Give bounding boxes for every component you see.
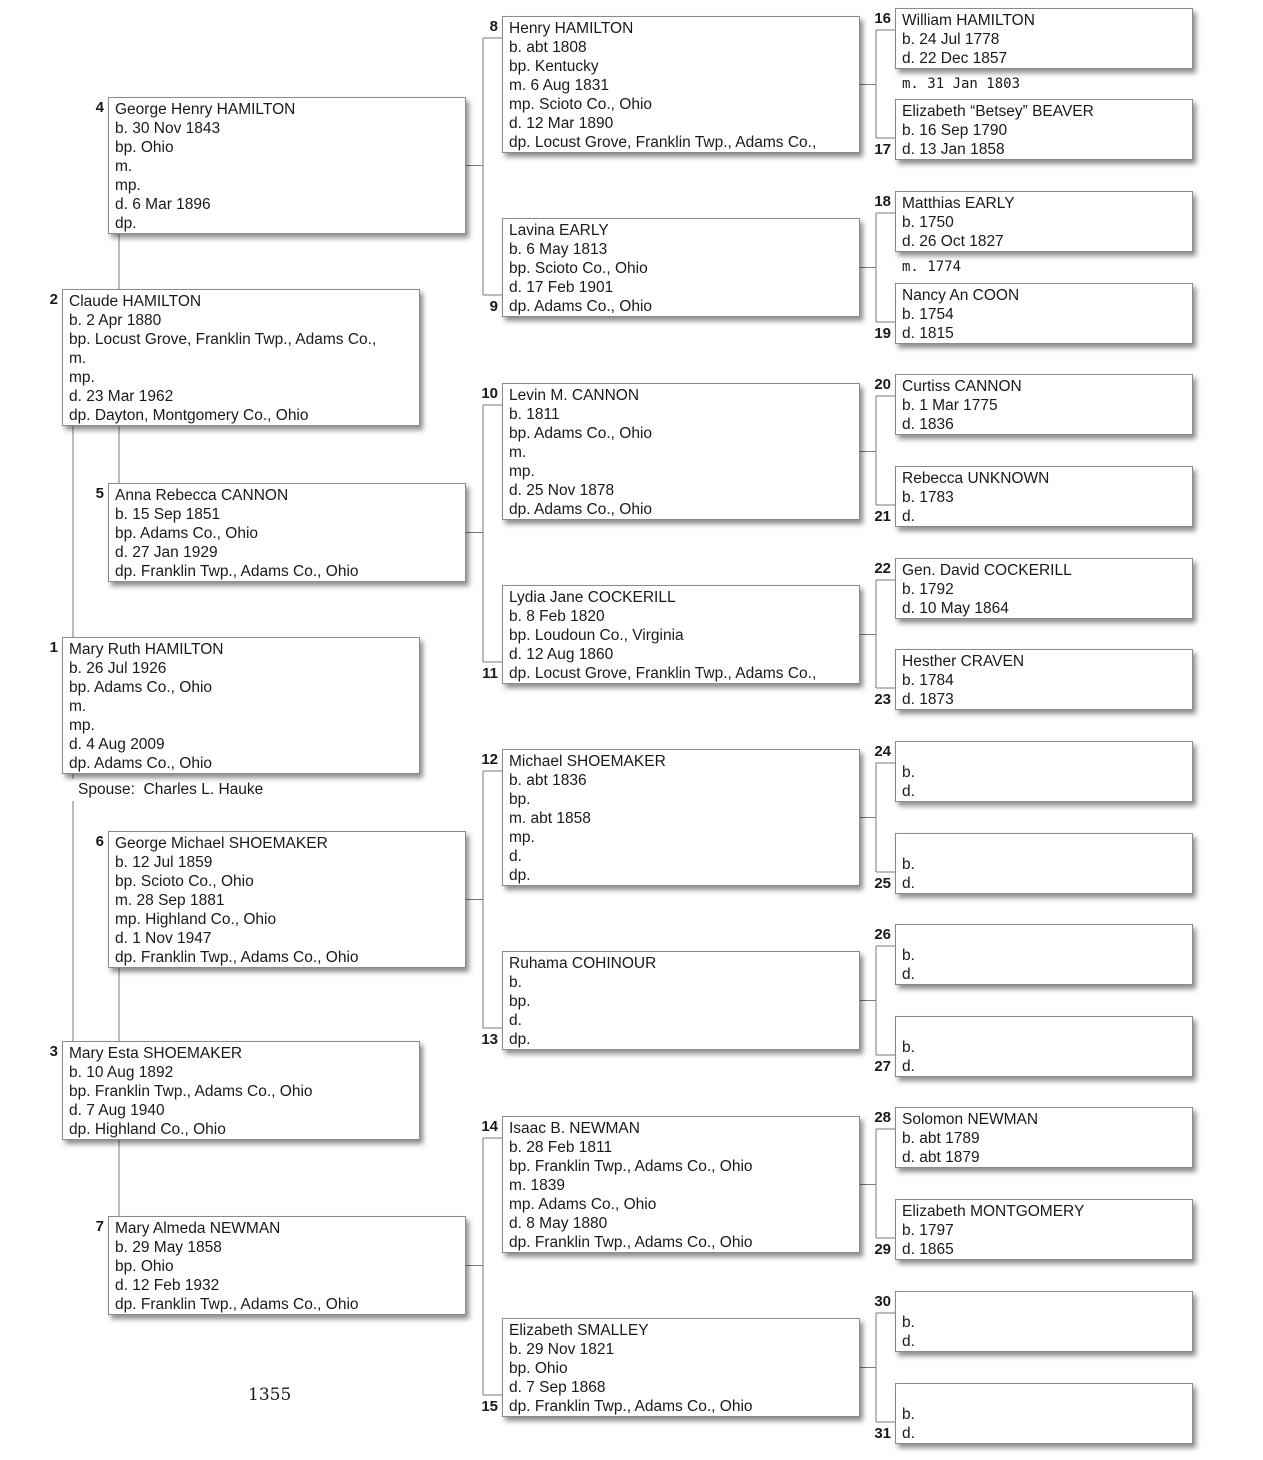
person-detail: b. (902, 947, 915, 964)
ancestor-number-4: 4 (95, 99, 104, 116)
person-detail: bp. Ohio (115, 139, 174, 156)
ancestor-number-5: 5 (95, 485, 104, 502)
person-detail: b. 26 Jul 1926 (69, 660, 167, 677)
person-detail: mp. (509, 463, 535, 480)
person-detail: bp. (509, 993, 531, 1010)
person-detail: d. (902, 1333, 915, 1350)
person-detail: mp. (69, 717, 95, 734)
person-detail: m. 6 Aug 1831 (509, 77, 609, 94)
person-name: Matthias EARLY (902, 195, 1015, 212)
person-detail: b. 28 Feb 1811 (509, 1139, 613, 1156)
person-box-13 (502, 951, 860, 1050)
person-detail: b. 29 Nov 1821 (509, 1341, 615, 1358)
person-name: George Michael SHOEMAKER (115, 835, 328, 852)
person-detail: bp. Adams Co., Ohio (115, 525, 259, 542)
ancestor-number-19: 19 (874, 325, 891, 342)
person-detail: d. (902, 1058, 915, 1075)
person-detail: d. 12 Feb 1932 (115, 1277, 220, 1294)
person-box-11 (502, 585, 860, 684)
person-detail: bp. Adams Co., Ohio (509, 425, 653, 442)
person-box-1 (62, 637, 420, 774)
person-box-24 (895, 741, 1193, 802)
ancestor-number-7: 7 (95, 1218, 104, 1235)
ancestor-number-20: 20 (874, 376, 891, 393)
person-detail: m. (69, 698, 87, 715)
person-detail: mp. Highland Co., Ohio (115, 911, 277, 928)
person-detail: d. (902, 966, 915, 983)
person-box-3 (62, 1041, 420, 1140)
person-detail: d. (902, 783, 915, 800)
person-box-7 (108, 1216, 466, 1315)
person-name: Claude HAMILTON (69, 293, 202, 310)
person-detail: mp. (115, 177, 141, 194)
person-box-4 (108, 97, 466, 234)
person-detail: d. 13 Jan 1858 (902, 141, 1005, 158)
person-detail: m. (509, 444, 527, 461)
person-box-14 (502, 1116, 860, 1253)
person-name: Isaac B. NEWMAN (509, 1120, 640, 1137)
person-detail: b. 6 May 1813 (509, 241, 608, 258)
person-detail: dp. Dayton, Montgomery Co., Ohio (69, 407, 309, 424)
person-detail: d. 6 Mar 1896 (115, 196, 211, 213)
ancestor-number-30: 30 (874, 1293, 891, 1310)
person-name: Elizabeth “Betsey” BEAVER (902, 103, 1094, 120)
person-box-25 (895, 833, 1193, 894)
person-box-22 (895, 558, 1193, 619)
person-box-16 (895, 8, 1193, 69)
person-detail: b. (902, 1314, 915, 1331)
person-name: Ruhama COHINOUR (509, 955, 657, 972)
person-box-18 (895, 191, 1193, 252)
ancestor-number-25: 25 (874, 875, 891, 892)
person-detail: dp. Locust Grove, Franklin Twp., Adams Co., (509, 665, 817, 682)
person-detail: b. 10 Aug 1892 (69, 1064, 174, 1081)
person-name: Elizabeth SMALLEY (509, 1322, 649, 1339)
person-detail: d. 27 Jan 1929 (115, 544, 218, 561)
person-detail: bp. Franklin Twp., Adams Co., Ohio (69, 1083, 313, 1100)
person-detail: b. (902, 856, 915, 873)
person-detail: b. 1 Mar 1775 (902, 397, 998, 414)
person-detail: b. 1783 (902, 489, 954, 506)
person-detail: bp. Kentucky (509, 58, 599, 75)
person-detail: b. (902, 764, 915, 781)
ancestor-number-12: 12 (481, 751, 498, 768)
person-detail: dp. Locust Grove, Franklin Twp., Adams Co., (509, 134, 817, 151)
person-detail: m. (115, 158, 133, 175)
person-detail: dp. Adams Co., Ohio (69, 755, 213, 772)
ancestor-number-29: 29 (874, 1241, 891, 1258)
person-detail: bp. (509, 791, 531, 808)
person-detail: b. (902, 1039, 915, 1056)
person-name: Solomon NEWMAN (902, 1111, 1039, 1128)
person-detail: d. 4 Aug 2009 (69, 736, 165, 753)
person-detail: b. 1754 (902, 306, 954, 323)
ancestor-number-21: 21 (874, 508, 891, 525)
person-detail: dp. Highland Co., Ohio (69, 1121, 226, 1138)
person-name: Henry HAMILTON (509, 20, 634, 37)
person-box-6 (108, 831, 466, 968)
ancestor-number-18: 18 (874, 193, 891, 210)
person-detail: dp. (509, 1031, 531, 1048)
ancestor-number-28: 28 (874, 1109, 891, 1126)
person-detail: mp. Adams Co., Ohio (509, 1196, 657, 1213)
person-detail: mp. Scioto Co., Ohio (509, 96, 653, 113)
person-name: William HAMILTON (902, 12, 1035, 29)
person-detail: bp. Scioto Co., Ohio (115, 873, 254, 890)
person-name: Curtiss CANNON (902, 378, 1022, 395)
person-detail: d. 17 Feb 1901 (509, 279, 614, 296)
person-detail: d. (509, 848, 522, 865)
person-detail: mp. (509, 829, 535, 846)
person-detail: mp. (69, 369, 95, 386)
chart-number: 1355 (248, 1385, 292, 1405)
person-name (902, 1019, 1192, 1038)
person-box-17 (895, 99, 1193, 160)
ancestor-number-16: 16 (874, 10, 891, 27)
person-box-28 (895, 1107, 1193, 1168)
person-detail: d. abt 1879 (902, 1149, 980, 1166)
person-name: Mary Almeda NEWMAN (115, 1220, 281, 1237)
person-detail: d. 1815 (902, 325, 954, 342)
person-box-31 (895, 1383, 1193, 1444)
person-detail: d. 23 Mar 1962 (69, 388, 174, 405)
person-detail: b. 24 Jul 1778 (902, 31, 1000, 48)
ancestor-number-26: 26 (874, 926, 891, 943)
person-name (902, 836, 1192, 855)
person-name (902, 744, 1192, 763)
ancestor-number-8: 8 (489, 18, 498, 35)
ancestor-number-11: 11 (482, 665, 498, 682)
person-detail: d. 10 May 1864 (902, 600, 1009, 617)
person-detail: bp. Ohio (509, 1360, 568, 1377)
person-detail: bp. Loudoun Co., Virginia (509, 627, 684, 644)
ancestor-number-24: 24 (874, 743, 891, 760)
person-box-29 (895, 1199, 1193, 1260)
person-detail: d. 25 Nov 1878 (509, 482, 615, 499)
person-detail: dp. Franklin Twp., Adams Co., Ohio (509, 1234, 753, 1251)
person-name: Michael SHOEMAKER (509, 753, 666, 770)
person-detail: bp. Franklin Twp., Adams Co., Ohio (509, 1158, 753, 1175)
person-name (902, 1294, 1192, 1313)
person-detail: b. 1811 (509, 406, 560, 423)
person-detail: b. 16 Sep 1790 (902, 122, 1008, 139)
person-name: Elizabeth MONTGOMERY (902, 1203, 1085, 1220)
person-detail: d. 26 Oct 1827 (902, 233, 1004, 250)
ancestor-number-3: 3 (49, 1043, 58, 1060)
person-detail: b. 1750 (902, 214, 954, 231)
person-box-2 (62, 289, 420, 426)
marriage-note: m. 1774 (902, 259, 962, 275)
person-name: Hesther CRAVEN (902, 653, 1025, 670)
ancestor-number-6: 6 (95, 833, 104, 850)
person-box-27 (895, 1016, 1193, 1077)
person-detail: dp. Adams Co., Ohio (509, 298, 653, 315)
person-detail: d. 1836 (902, 416, 954, 433)
person-detail: bp. Ohio (115, 1258, 174, 1275)
person-detail: d. 7 Aug 1940 (69, 1102, 165, 1119)
ancestor-number-27: 27 (874, 1058, 891, 1075)
marriage-note: m. 31 Jan 1803 (902, 76, 1021, 92)
person-box-12 (502, 749, 860, 886)
person-name: George Henry HAMILTON (115, 101, 296, 118)
person-detail: m. 1839 (509, 1177, 566, 1194)
person-detail: dp. (115, 215, 137, 232)
person-detail: bp. Adams Co., Ohio (69, 679, 213, 696)
person-detail: dp. Franklin Twp., Adams Co., Ohio (509, 1398, 753, 1415)
person-detail: dp. Franklin Twp., Adams Co., Ohio (115, 563, 359, 580)
person-name: Lydia Jane COCKERILL (509, 589, 676, 606)
person-detail: d. 12 Mar 1890 (509, 115, 614, 132)
person-detail: bp. Locust Grove, Franklin Twp., Adams Co., (69, 331, 377, 348)
person-detail: b. abt 1789 (902, 1130, 980, 1147)
person-name: Gen. David COCKERILL (902, 562, 1072, 579)
ancestor-number-23: 23 (874, 691, 891, 708)
person-detail: d. (509, 1012, 522, 1029)
person-box-19 (895, 283, 1193, 344)
person-detail: d. 1873 (902, 691, 954, 708)
person-detail: b. (902, 1406, 915, 1423)
person-detail: b. 29 May 1858 (115, 1239, 222, 1256)
person-detail: b. 1797 (902, 1222, 954, 1239)
person-detail: d. 7 Sep 1868 (509, 1379, 606, 1396)
person-detail: b. abt 1836 (509, 772, 587, 789)
person-detail: d. (902, 508, 915, 525)
person-detail: b. 2 Apr 1880 (69, 312, 162, 329)
person-detail: d. 12 Aug 1860 (509, 646, 614, 663)
person-box-26 (895, 924, 1193, 985)
person-detail: dp. Franklin Twp., Adams Co., Ohio (115, 1296, 359, 1313)
person-detail: b. 15 Sep 1851 (115, 506, 221, 523)
person-box-9 (502, 218, 860, 317)
person-box-20 (895, 374, 1193, 435)
person-box-21 (895, 466, 1193, 527)
person-detail: b. 30 Nov 1843 (115, 120, 221, 137)
person-box-23 (895, 649, 1193, 710)
person-detail: m. 28 Sep 1881 (115, 892, 225, 909)
person-detail: bp. Scioto Co., Ohio (509, 260, 648, 277)
person-detail: b. abt 1808 (509, 39, 587, 56)
ancestor-number-9: 9 (489, 298, 498, 315)
person-detail: d. 22 Dec 1857 (902, 50, 1008, 67)
person-name: Mary Ruth HAMILTON (69, 641, 224, 658)
person-detail: d. 1 Nov 1947 (115, 930, 212, 947)
person-name: Mary Esta SHOEMAKER (69, 1045, 243, 1062)
person-name: Rebecca UNKNOWN (902, 470, 1050, 487)
ancestor-number-1: 1 (49, 639, 58, 656)
ancestor-number-31: 31 (874, 1425, 891, 1442)
spouse-label: Spouse: (78, 781, 135, 798)
person-detail: d. 8 May 1880 (509, 1215, 608, 1232)
person-detail: d. (902, 1425, 915, 1442)
person-detail: b. 1784 (902, 672, 954, 689)
person-detail: dp. Franklin Twp., Adams Co., Ohio (115, 949, 359, 966)
person-box-15 (502, 1318, 860, 1417)
person-box-30 (895, 1291, 1193, 1352)
person-detail: dp. (509, 867, 531, 884)
ancestor-number-15: 15 (481, 1398, 498, 1415)
ancestor-number-2: 2 (49, 291, 58, 308)
person-detail: b. 8 Feb 1820 (509, 608, 605, 625)
spouse-name: Charles L. Hauke (143, 781, 264, 798)
person-detail: b. 12 Jul 1859 (115, 854, 213, 871)
person-box-10 (502, 383, 860, 520)
spouse-note (72, 779, 276, 801)
person-name: Nancy An COON (902, 287, 1020, 304)
person-box-5 (108, 483, 466, 582)
person-detail: m. (69, 350, 87, 367)
ancestor-number-17: 17 (874, 141, 891, 158)
person-detail: d. 1865 (902, 1241, 954, 1258)
person-name: Anna Rebecca CANNON (115, 487, 289, 504)
person-detail: m. abt 1858 (509, 810, 591, 827)
person-detail: b. (509, 974, 522, 991)
person-detail: d. (902, 875, 915, 892)
ancestor-number-14: 14 (481, 1118, 498, 1135)
person-name: Levin M. CANNON (509, 387, 640, 404)
ancestor-number-13: 13 (481, 1031, 498, 1048)
person-box-8 (502, 16, 860, 153)
person-detail: dp. Adams Co., Ohio (509, 501, 653, 518)
person-name (902, 1386, 1192, 1405)
person-name (902, 927, 1192, 946)
person-name: Lavina EARLY (509, 222, 609, 239)
person-detail: b. 1792 (902, 581, 954, 598)
ancestor-number-22: 22 (874, 560, 891, 577)
ancestor-number-10: 10 (481, 385, 498, 402)
